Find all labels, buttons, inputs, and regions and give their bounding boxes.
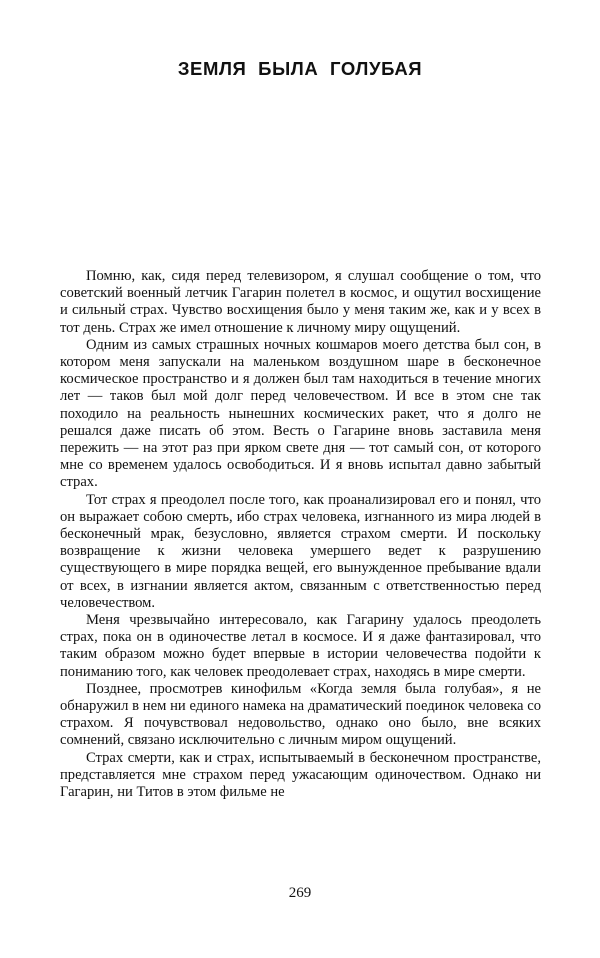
paragraph: Страх смерти, как и страх, испытываемый в бесконечном пространстве, представляется мне страхом перед ужасающим одиночеством. Однако ни Гагарин, ни Титов в этом фильме не — [60, 749, 541, 801]
page-number: 269 — [288, 885, 312, 901]
chapter-title: ЗЕМЛЯ БЫЛА ГОЛУБАЯ — [177, 58, 423, 79]
body-text — [60, 268, 541, 801]
paragraph: Тот страх я преодолел после того, как проанализировал его и понял, что он выражает собою смерть, ибо страх человека, изгнанного из мира людей в бесконечный мрак, безусловно, является страхом смерти. И поскольку возвращение к жизни человека умершего ведет к разрушению существующего в мире порядка вещей, его вынужденное пребывание вдали от всех, в изгнании является актом, связанным с ответственностью перед человечеством. — [60, 491, 541, 611]
paragraph: Помню, как, сидя перед телевизором, я слушал сообщение о том, что советский военный летчик Гагарин полетел в космос, и ощутил восхищение и сильный страх. Чувство восхищения было у меня таким же, как и у всех в тот день. Страх же имел отношение к личному миру ощущений. — [60, 268, 541, 336]
paragraph: Меня чрезвычайно интересовало, как Гагарину удалось преодолеть страх, пока он в одиночестве летал в космосе. И я даже фантазировал, что таким образом можно будет впервые в истории человечества подойти к пониманию того, как человек преодолевает страх, находясь в мире смерти. — [60, 612, 541, 680]
paragraph: Одним из самых страшных ночных кошмаров моего детства был сон, в котором меня запускали на маленьком воздушном шаре в бесконечное космическое пространство и я должен был там находиться в течение многих лет — таков был мой долг перед человечеством. И все в этом сне так походило на реальность нынешних космических ракет, что я долго не решался даже писать об этом. Весть о Гагарине вновь заставила меня пережить — на этот раз при ярком свете дня — тот самый сон, от которого мне со временем удалось освободиться. И я вновь испытал давно забытый страх. — [60, 336, 541, 491]
paragraph: Позднее, просмотрев кинофильм «Когда земля была голубая», я не обнаружил в нем ни единого намека на драматический поединок человека со страхом. Я почувствовал недовольство, однако оно было, вне всяких сомнений, связано исключительно с личным миром ощущений. — [60, 680, 541, 749]
